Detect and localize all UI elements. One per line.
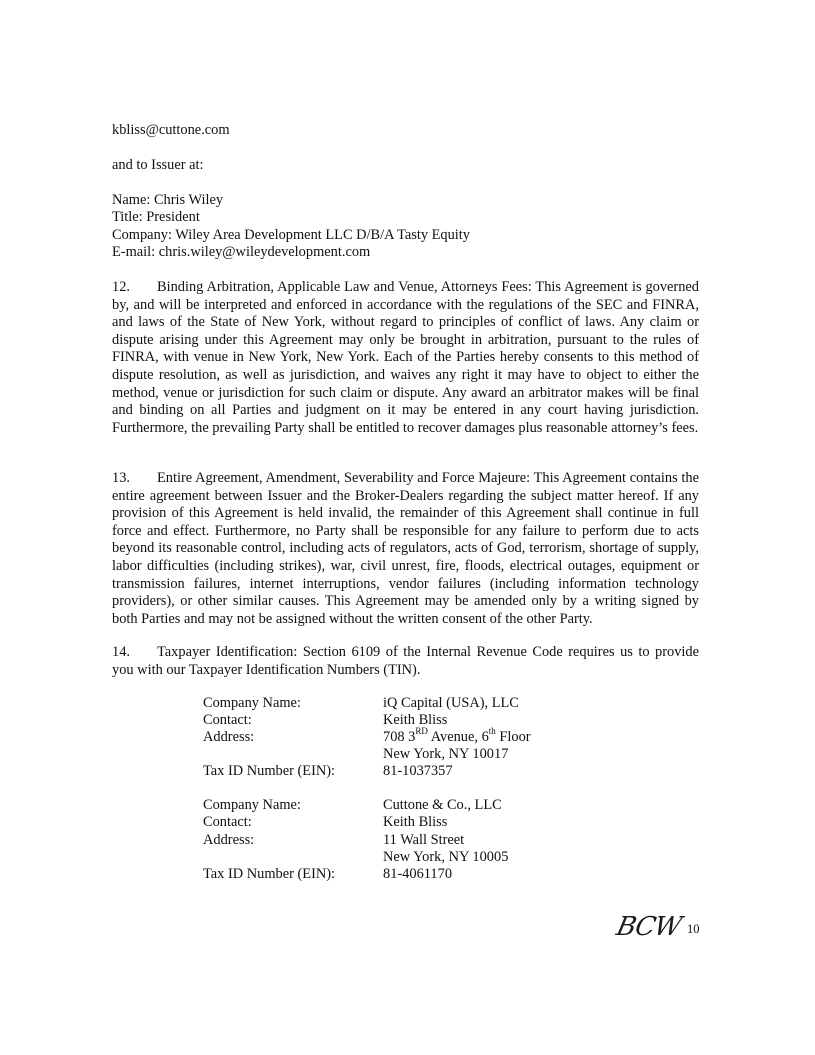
- tax-id-label: Tax ID Number (EIN):: [203, 763, 336, 779]
- handwritten-initials: BCW: [613, 912, 684, 942]
- section-12: [112, 279, 699, 437]
- contact-label: Contact:: [203, 712, 252, 728]
- address-value: [383, 726, 531, 747]
- city-value: New York, NY 10017: [383, 746, 509, 762]
- contact-label: Contact:: [203, 814, 252, 830]
- address-label: Address:: [203, 832, 255, 848]
- section-12-number: 12.: [112, 279, 130, 295]
- section-13-text: Entire Agreement, Amendment, Severability and Force Majeure: This Agreement contains the entire agreement between Issuer and the Broker-Dealers regarding the subject matter hereof. If any provision of this Agreement is held invalid, the remainder of this Agreement shall continue in full force and effect. Furthermore, no Party shall be responsible for any failure to perform due to acts beyond its reasonable control, including acts of regulators, acts of God, terrorism, shortage of supply, labor difficulties (including strikes), war, civil unrest, fire, floods, electrical outages, equipment or transmission failures, internet interruptions, vendor failures (including information technology providers), or other similar causes. This Agreement may be amended only by a writing signed by both Parties and may not be assigned without the written consent of the other Party.: [112, 470, 699, 627]
- issuer-email: E-mail: chris.wiley@wileydevelopment.com: [112, 244, 371, 260]
- address-mid: Avenue, 6: [427, 729, 489, 745]
- broker-email: kbliss@cuttone.com: [112, 122, 230, 138]
- company-name-label: Company Name:: [203, 797, 301, 813]
- section-12-text: Binding Arbitration, Applicable Law and Venue, Attorneys Fees: This Agreement is governed by, and will be interpreted and enforced in accordance with the regulations of the SEC and FINRA, and laws of the State of New York, without regard to principles of conflict of laws. Any claim or dispute arising under this Agreement may only be brought in arbitration, pursuant to the rules of FINRA, with venue in New York, New York. Each of the Parties hereby consents to this method of dispute resolution, as well as jurisdiction, and waives any right it may have to object to either the method, venue or jurisdiction for such claim or dispute. Any award an arbitrator makes will be final and binding on all Parties and judgment on it may be entered in any court having jurisdiction. Furthermore, the prevailing Party shall be entitled to recover damages plus reasonable attorney’s fees.: [112, 279, 699, 436]
- company-name-value: Cuttone & Co., LLC: [383, 797, 502, 813]
- tax-id-value: 81-4061170: [383, 866, 453, 882]
- page-number: 10: [687, 922, 700, 936]
- section-13: [112, 470, 699, 628]
- section-14-text: Taxpayer Identification: Section 6109 of the Internal Revenue Code requires us to provide you with our Taxpayer Identification Numbers (TIN).: [112, 644, 699, 678]
- issuer-intro: and to Issuer at:: [112, 157, 204, 173]
- tax-id-label: Tax ID Number (EIN):: [203, 866, 336, 882]
- address-number: 708 3: [383, 729, 416, 745]
- address-label: Address:: [203, 729, 255, 745]
- company-name-value: iQ Capital (USA), LLC: [383, 695, 519, 711]
- address-sup-rd: RD: [415, 726, 428, 737]
- tax-id-value: 81-1037357: [383, 763, 453, 779]
- section-14: [112, 644, 699, 679]
- issuer-company: Company: Wiley Area Development LLC D/B/A Tasty Equity: [112, 227, 470, 243]
- issuer-name: Name: Chris Wiley: [112, 192, 224, 208]
- issuer-title: Title: President: [112, 209, 200, 225]
- section-14-number: 14.: [112, 644, 130, 660]
- contact-value: Keith Bliss: [383, 712, 448, 728]
- address-sup-th: th: [488, 726, 496, 737]
- address-end: Floor: [495, 729, 531, 745]
- contact-value: Keith Bliss: [383, 814, 448, 830]
- section-13-number: 13.: [112, 470, 130, 486]
- address-value: 11 Wall Street: [383, 832, 465, 848]
- city-value: New York, NY 10005: [383, 849, 509, 865]
- company-name-label: Company Name:: [203, 695, 301, 711]
